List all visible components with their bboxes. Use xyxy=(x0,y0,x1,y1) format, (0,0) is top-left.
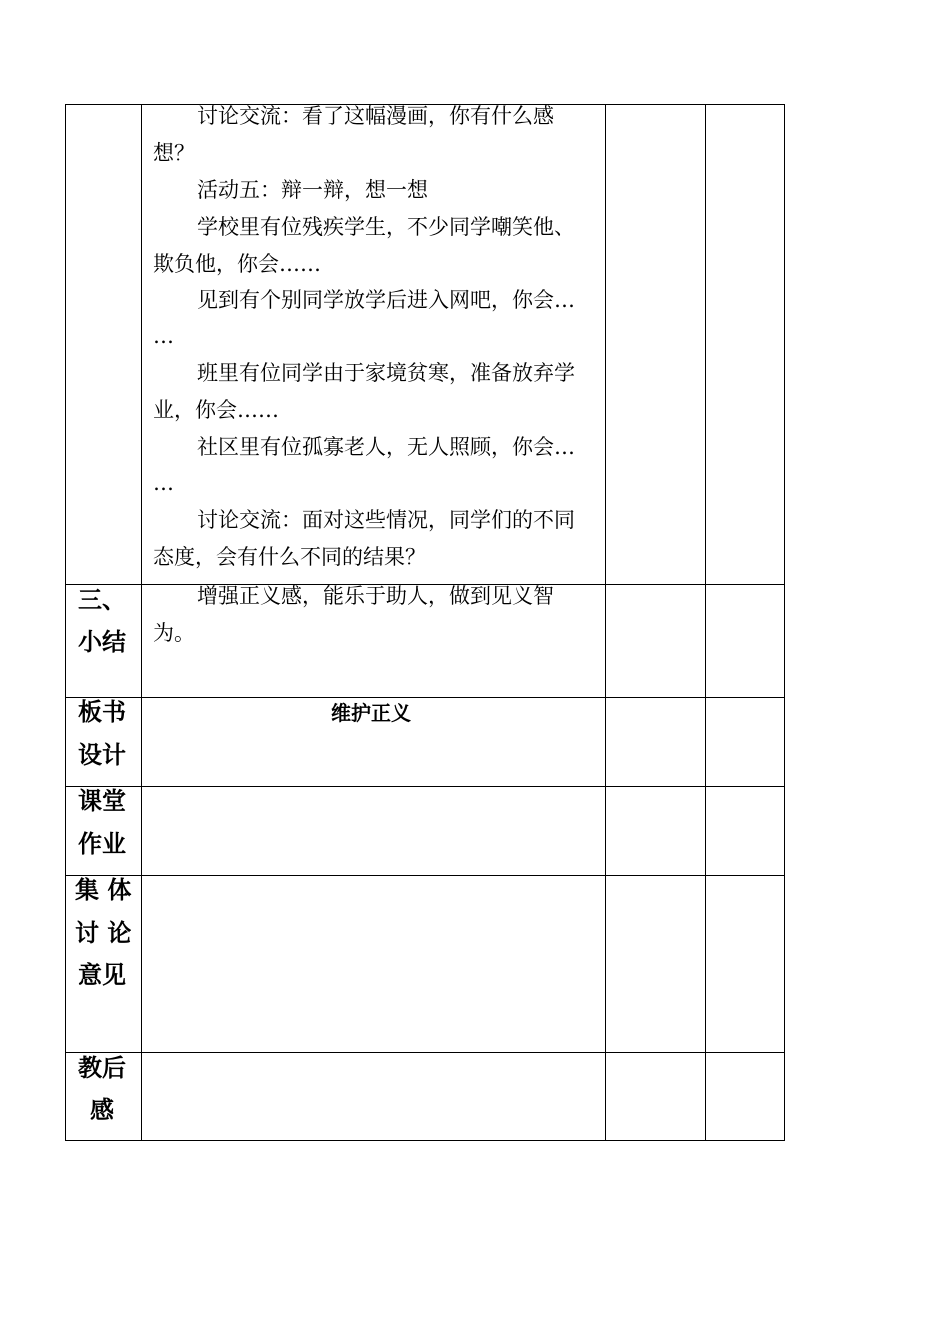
content-line: 欺负他，你会…… xyxy=(153,252,321,276)
reflection-label: 感 xyxy=(90,1096,114,1124)
homework-label: 作业 xyxy=(78,830,126,858)
summary-label: 小结 xyxy=(78,628,126,656)
row-divider-board xyxy=(65,697,785,698)
table-border-bottom xyxy=(65,1140,785,1141)
content-line: 想？ xyxy=(153,141,195,165)
board-title: 维护正义 xyxy=(331,701,411,725)
row-divider-homework xyxy=(65,786,785,787)
board-design-label: 板书 xyxy=(78,698,126,726)
content-line: … xyxy=(153,471,174,495)
summary-text: 为。 xyxy=(153,621,195,645)
table-divider-content xyxy=(605,104,606,1141)
content-line: 学校里有位残疾学生，不少同学嘲笑他、 xyxy=(197,215,575,239)
content-line: 态度，会有什么不同的结果？ xyxy=(153,545,426,569)
content-line: 讨论交流：面对这些情况，同学们的不同 xyxy=(197,508,575,532)
content-line: 见到有个别同学放学后进入网吧，你会… xyxy=(197,288,575,312)
discussion-label: 集 体 xyxy=(75,876,132,904)
content-line: 班里有位同学由于家境贫寒，准备放弃学 xyxy=(197,361,575,385)
table-border-right xyxy=(784,104,785,1141)
content-line: 讨论交流：看了这幅漫画，你有什么感 xyxy=(197,104,554,128)
content-line: … xyxy=(153,324,174,348)
board-design-label: 设计 xyxy=(78,741,126,769)
table-divider-notes xyxy=(705,104,706,1141)
table-border-left xyxy=(65,104,66,1141)
homework-label: 课堂 xyxy=(78,787,126,815)
summary-label: 三、 xyxy=(78,586,126,614)
content-line: 社区里有位孤寡老人，无人照顾，你会… xyxy=(197,435,575,459)
content-line: 活动五：辩一辩，想一想 xyxy=(197,178,428,202)
summary-text: 增强正义感，能乐于助人，做到见义智 xyxy=(197,584,554,608)
content-line: 业，你会…… xyxy=(153,398,279,422)
table-divider-label xyxy=(141,104,142,1141)
reflection-label: 教后 xyxy=(78,1054,126,1082)
row-divider-discussion xyxy=(65,875,785,876)
discussion-label: 讨 论 xyxy=(75,919,132,947)
row-divider-reflection xyxy=(65,1052,785,1053)
discussion-label: 意见 xyxy=(78,961,126,989)
